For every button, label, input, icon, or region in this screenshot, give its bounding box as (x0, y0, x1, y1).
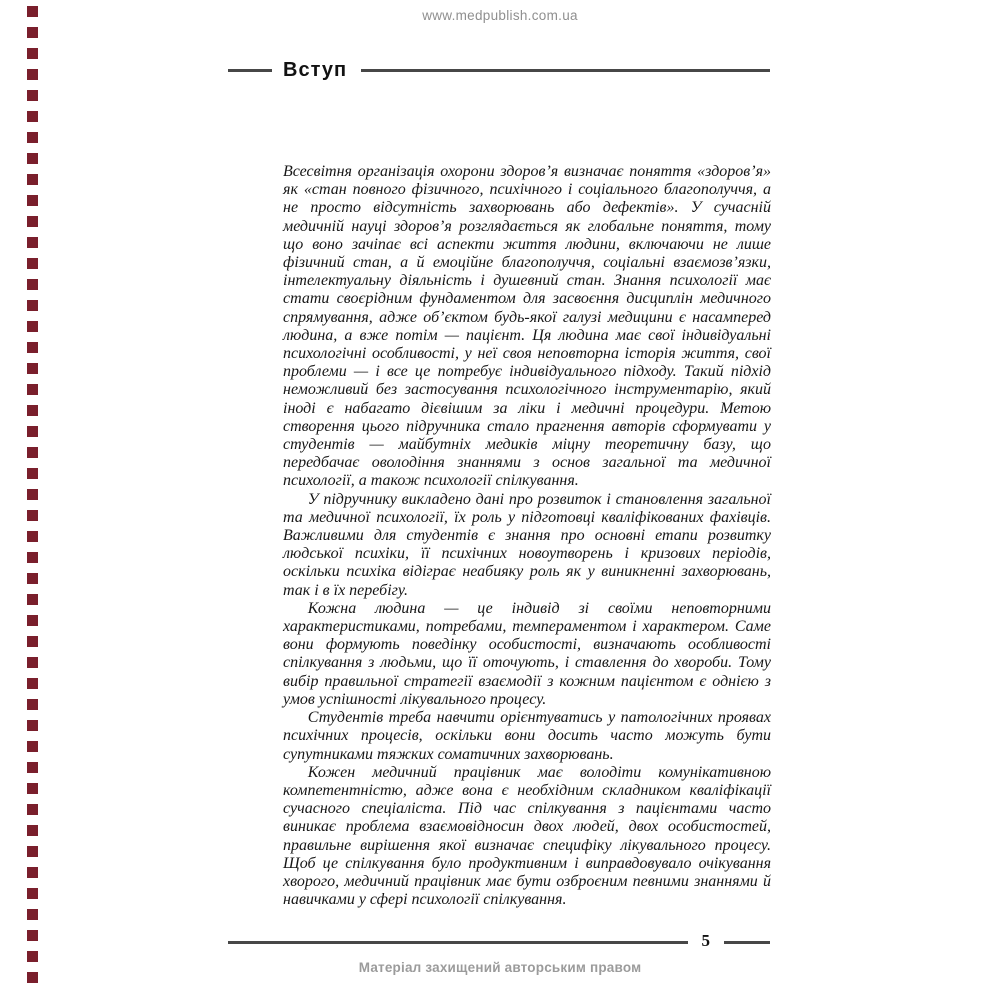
paragraph: Кожна людина — це індивід зі своїми неповторними характеристиками, потребами, темпераментом і характером. Саме вони формують поведінку особистості, визначають особливості спілкування з людьми, що її оточують, і ставлення до хвороби. Тому вибір правильної стратегії взаємодії з кожним пацієнтом є однією з умов успішності лікувального процесу. (283, 599, 771, 708)
paragraph: У підручнику викладено дані про розвиток і становлення загальної та медичної психології, їх роль у підготовці кваліфікованих фахівців. Важливими для студентів є знання про основні етапи розвитку людської психіки, її психічних новоутворень і кризових періодів, оскільки психіка відіграє неабияку роль як у виникненні захворювань, так і в їх перебігу. (283, 490, 771, 599)
left-border-squares (27, 6, 38, 992)
header-rule-left (228, 69, 272, 72)
body-text (283, 163, 771, 909)
chapter-header (228, 59, 770, 82)
header-rule-right (361, 69, 770, 72)
copyright-notice: Матеріал захищений авторським правом (358, 960, 642, 975)
page-number: 5 (701, 931, 710, 950)
page-content (228, 0, 770, 1000)
footer-rule-left (228, 941, 688, 944)
website-url: www.medpublish.com.ua (422, 8, 578, 23)
paragraph: Всесвітня організація охорони здоров’я визначає поняття «здоров’я» як «стан повного фізичного, психічного і соціального благополуччя, а не просто відсутність захворювань або дефектів». У сучасній медичній науці здоров’я розглядається як глобальне поняття, тому що воно зачіпає всі аспекти життя людини, включаючи не лише фізичний стан, а й емоційне благополуччя, соціальні взаємозв’язки, інтелектуальну діяльність і душевний стан. Знання психології має стати своєрідним фундаментом для засвоєння дисциплін медичного спрямування, адже об’єктом будь-якої галузі медицини є насамперед людина, а вже потім — пацієнт. Ця людина має свої індивідуальні психологічні особливості, у неї своя неповторна історія життя, свої проблеми — і все це потребує індивідуального підходу. Такий підхід неможливий без застосування психологічного інструментарію, який іноді є набагато дієвішим за ліки і медичні процедури. Метою створення цього підручника стало прагнення авторів сформувати у студентів — майбутніх медиків міцну теоретичну базу, що передбачає оволодіння знаннями з основ загальної та медичної психології, а також психології спілкування. (283, 163, 771, 490)
footer-rule-right (724, 941, 770, 944)
chapter-title: Вступ (283, 59, 348, 81)
paragraph: Кожен медичний працівник має володіти комунікативною компетентністю, адже вона є необхідним складником кваліфікації сучасного спеціаліста. Під час спілкування з пацієнтами часто виникає проблема взаємовідносин двох людей, двох особистостей, правильне вирішення якої визначає специфіку лікувального процесу. Щоб це спілкування було продуктивним і виправдовувало очікування хворого, медичний працівник має бути озброєним певними знаннями й навичками у сфері психології спілкування. (283, 763, 771, 909)
page-footer (228, 932, 770, 952)
paragraph: Студентів треба навчити орієнтуватись у патологічних проявах психічних процесів, оскільки вони досить часто можуть бути супутниками тяжких соматичних захворювань. (283, 709, 771, 763)
